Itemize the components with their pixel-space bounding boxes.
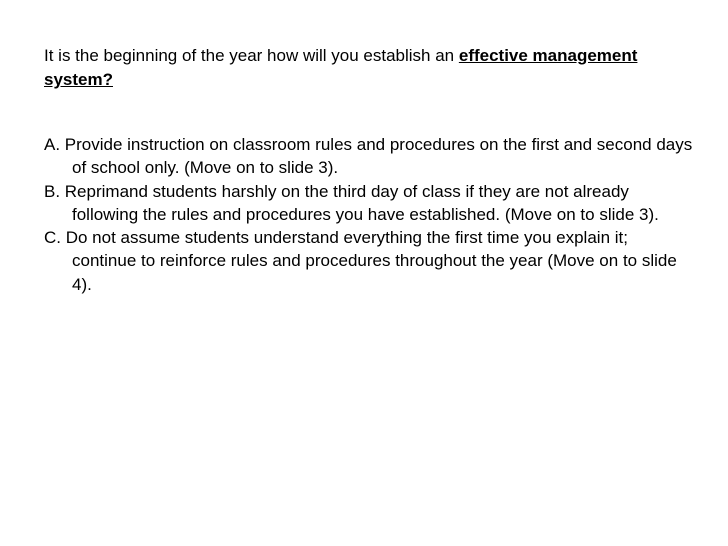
option-a[interactable]: A. Provide instruction on classroom rules and procedures on the first and second days of school only. (Move on to slide 3). [44,135,693,178]
option-c[interactable]: C. Do not assume students understand everything the first time you explain it; continue to reinforce rules and procedures throughout the year (Move on to slide 4). [44,228,677,294]
option-b[interactable]: B. Reprimand students harshly on the third day of class if they are not already following the rules and procedures you have established. (Move on to slide 3). [44,181,659,224]
answer-options [44,133,694,296]
question-prefix: It is the beginning of the year how will you establish an [44,46,459,65]
question-text [44,44,684,92]
question-emphasis: effective management system? [44,46,638,89]
